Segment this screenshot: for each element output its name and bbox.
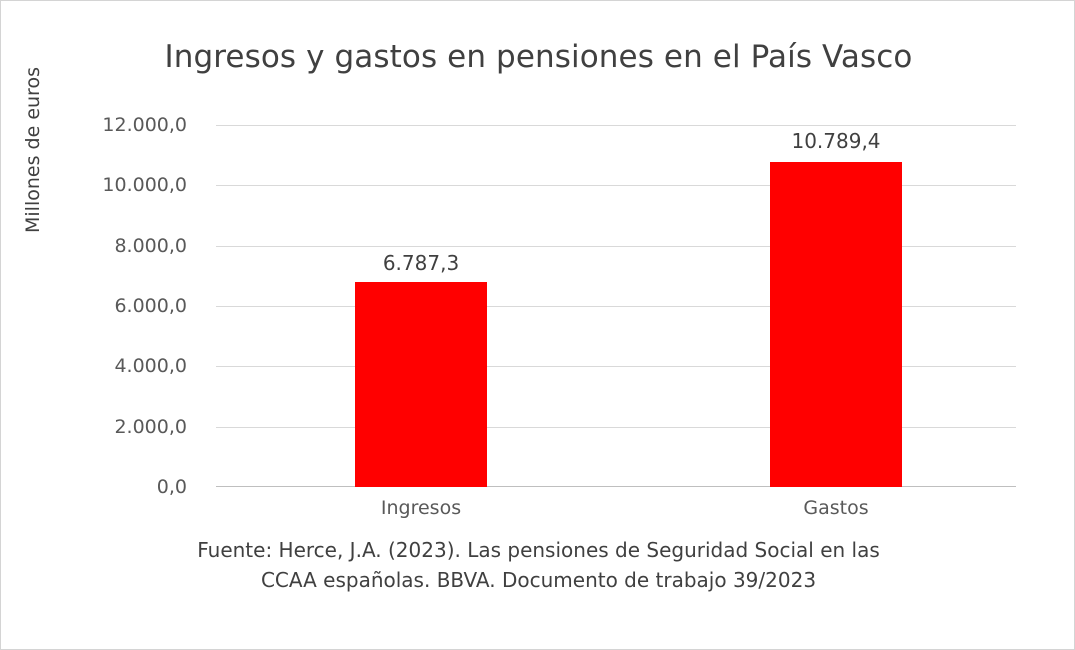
chart-title: Ingresos y gastos en pensiones en el País Vasco bbox=[164, 39, 913, 75]
y-tick-label: 12.000,0 bbox=[102, 114, 187, 136]
gridline bbox=[216, 125, 1016, 126]
bar-gastos[interactable] bbox=[770, 162, 902, 487]
source-note bbox=[1, 535, 1075, 595]
x-category-label-ingresos: Ingresos bbox=[380, 497, 462, 519]
y-tick-label: 10.000,0 bbox=[102, 174, 187, 197]
y-axis-labels bbox=[1, 114, 201, 498]
source-line-1: Fuente: Herce, J.A. (2023). Las pensiones de Seguridad Social en las bbox=[197, 538, 880, 562]
y-tick-label: 0,0 bbox=[156, 476, 187, 498]
y-tick-label: 6.000,0 bbox=[114, 295, 187, 317]
bar-ingresos[interactable] bbox=[355, 282, 487, 487]
y-tick-label: 4.000,0 bbox=[114, 355, 187, 378]
bar-value-label: 6.787,3 bbox=[382, 251, 460, 275]
plot-area bbox=[216, 125, 1016, 487]
source-line-2: CCAA españolas. BBVA. Documento de trabajo 39/2023 bbox=[260, 568, 817, 592]
y-tick-label: 2.000,0 bbox=[114, 415, 187, 438]
y-tick-label: 8.000,0 bbox=[114, 234, 187, 257]
x-category-label-gastos: Gastos bbox=[803, 497, 869, 519]
y-axis-title: Millones de euros bbox=[22, 67, 44, 233]
bar-value-label: 10.789,4 bbox=[791, 129, 881, 153]
